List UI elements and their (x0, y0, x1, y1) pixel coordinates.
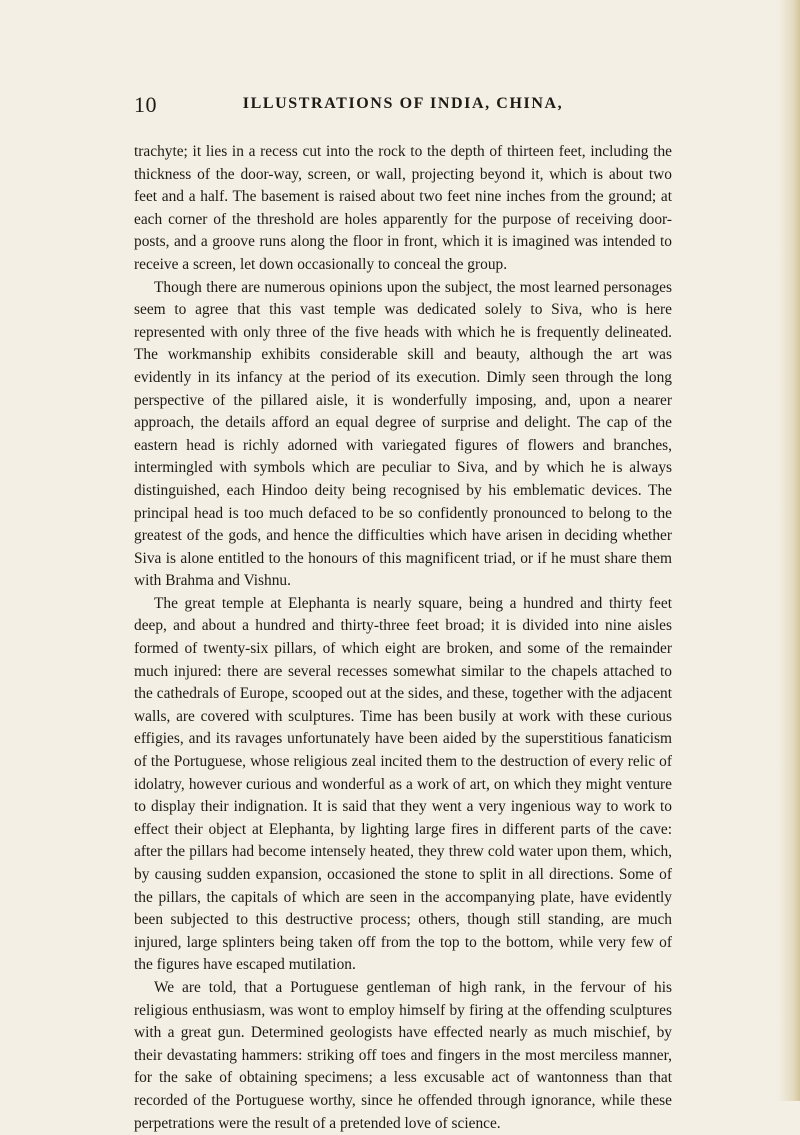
page-number: 10 (134, 92, 157, 117)
paragraph-2: Though there are numerous opinions upon the subject, the most learned personages seem to agree that this vast temple was dedicated solely to Siva, who is here represented with only three of the five heads with which he is frequently delineated. The workmanship exhibits considerable skill and beauty, although the art was evidently in its infancy at the period of its execution. Dimly seen through the long perspective of the pillared aisle, it is wonderfully imposing, and, upon a nearer approach, the details afford an equal degree of surprise and delight. The cap of the eastern head is richly adorned with variegated figures of flowers and branches, intermingled with symbols which are peculiar to Siva, and by which he is always distinguished, each Hindoo deity being recognised by his emblematic devices. The principal head is too much defaced to be so confidently pronounced to belong to the greatest of the gods, and hence the difficulties which have arisen in deciding whether Siva is alone entitled to the honours of this magnificent triad, or if he must share them with Brahma and Vishnu. (134, 278, 672, 590)
page-header (134, 92, 672, 116)
body-text (134, 141, 672, 1135)
page-edge-shading (778, 0, 800, 1101)
paragraph-4: We are told, that a Portuguese gentleman of high rank, in the fervour of his religious enthusiasm, was wont to employ himself by firing at the offending sculptures with a great gun. Determined geologists have effected nearly as much mischief, by their devastating hammers: striking off toes and fingers in the most merciless manner, for the sake of obtaining specimens; a less excusable act of wantonness than that recorded of the Portuguese worthy, since he offended through ignorance, while these perpetrations were the result of a pretended love of science. (134, 978, 672, 1132)
paragraph-3: The great temple at Elephanta is nearly square, being a hundred and thirty feet deep, and about a hundred and thirty-three feet broad; it is divided into nine aisles formed of twenty-six pillars, of which eight are broken, and some of the remainder much injured: there are several recesses somewhat similar to the chapels attached to the cathedrals of Europe, scooped out at the sides, and these, together with the adjacent walls, are covered with sculptures. Time has been busily at work with these curious effigies, and its ravages unfortunately have been aided by the superstitious fanaticism of the Portuguese, whose religious zeal incited them to the destruction of every relic of idolatry, however curious and wonderful as a work of art, on which they might venture to display their indignation. It is said that they went a very ingenious way to work to effect their object at Elephanta, by lighting large fires in different parts of the cave: after the pillars had become intensely heated, they threw cold water upon them, which, by causing sudden expansion, occasioned the stone to split in all directions. Some of the pillars, the capitals of which are seen in the accompanying plate, have evidently been subjected to this destructive process; others, though still standing, are much injured, large splinters being taken off from the top to the bottom, while very few of the figures have escaped mutilation. (134, 594, 672, 974)
paragraph-1: trachyte; it lies in a recess cut into the rock to the depth of thirteen feet, including the thickness of the door-way, screen, or wall, projecting beyond it, which is about two feet and a half. The basement is raised about two feet nine inches from the ground; at each corner of the threshold are holes apparently for the purpose of receiving door-posts, and a groove runs along the floor in front, which it is imagined was intended to receive a screen, let down occasionally to conceal the group. (134, 143, 672, 273)
running-title: ILLUSTRATIONS OF INDIA, CHINA, (242, 95, 564, 112)
